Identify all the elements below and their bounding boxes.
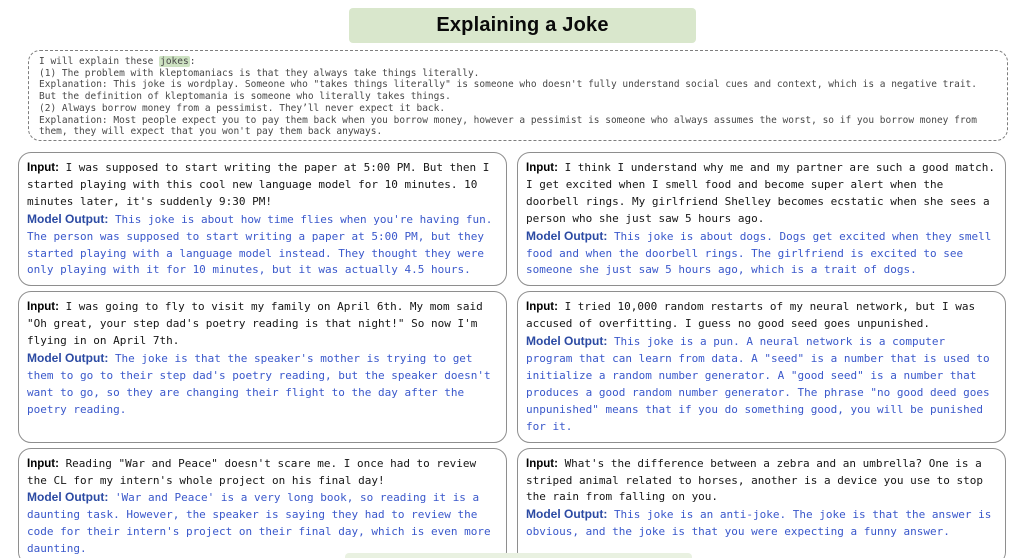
prompt-line: Explanation: Most people expect you to pay them back when you borrow money, however a pessimist is someone who always assumes the worst, so if you borrow money from them, they will expect that you won't pay them back anyways. — [39, 114, 977, 138]
input-segment — [27, 160, 498, 211]
model-output-text: The joke is that the speaker's mother is trying to get them to go to their step dad's poetry reading, but the speaker doesn't want to go, so they are changing their flight to the day after the poetry reading. — [27, 352, 491, 416]
prompt-line: (2) Always borrow money from a pessimist. They’ll never expect it back. — [39, 102, 446, 114]
prompt-line: (1) The problem with kleptomaniacs is that they always take things literally. — [39, 67, 480, 79]
input-text: I was going to fly to visit my family on April 6th. My mom said "Oh great, your step dad's poetry reading is that night!" So now I'm flying in on April 7th. — [27, 300, 483, 348]
output-segment — [27, 350, 498, 419]
prompt-line1-suffix: : — [189, 56, 196, 67]
prompt-line — [39, 56, 997, 68]
model-output-label: Model Output: — [526, 228, 608, 243]
example-card-6 — [517, 448, 1006, 558]
input-segment — [526, 160, 997, 228]
prompt-line: Explanation: This joke is wordplay. Someone who "takes things literally" is someone who doesn't fully understand social cues and context, which is a negative trait. — [39, 79, 977, 91]
prompt-box — [28, 50, 1008, 141]
model-output-label: Model Output: — [526, 507, 608, 522]
input-label: Input: — [27, 162, 59, 174]
figure-title-banner — [349, 8, 696, 43]
input-segment — [526, 299, 997, 333]
output-segment — [526, 228, 997, 280]
output-segment — [27, 211, 498, 280]
input-text: I tried 10,000 random restarts of my neural network, but I was accused of overfitting. I guess no good seed goes unpunished. — [526, 300, 976, 331]
model-output-text: This joke is about how time flies when you're having fun. The person was supposed to start writing a paper at 5:00 PM, but they started playing with a language model instead. They thought they were only playing with it for 10 minutes, but it was actually 4.5 hours. — [27, 212, 493, 277]
input-label: Input: — [526, 301, 558, 314]
input-segment — [27, 456, 498, 490]
model-output-label: Model Output: — [27, 490, 109, 505]
input-text: I was supposed to start writing the paper at 5:00 PM. But then I started playing with this cool new language model for 10 minutes. 10 minutes later, it's suddenly 9:30 PM! — [27, 161, 490, 208]
model-output-label: Model Output: — [526, 334, 608, 349]
example-card-3 — [18, 291, 507, 442]
model-output-label: Model Output: — [27, 211, 109, 226]
model-output-text: This joke is an anti-joke. The joke is that the answer is obvious, and the joke is that you were expecting a funny answer. — [526, 508, 992, 539]
input-text: What's the difference between a zebra and an umbrella? One is a striped animal related to horses, another is a device you use to stop the rain from falling on you. — [526, 456, 983, 504]
examples-grid — [18, 152, 1006, 558]
input-label: Input: — [526, 457, 558, 470]
input-segment — [526, 456, 997, 507]
output-segment — [526, 333, 997, 435]
input-text: I think I understand why me and my partner are such a good match. I get excited when I smell food and become super alert when the doorbell rings. My girlfriend Shelley becomes ecstatic when she sees a person who she just saw 5 hours ago. — [526, 161, 996, 225]
input-text: Reading "War and Peace" doesn't scare me. I once had to review the CL for my intern's whole project on his final day! — [27, 456, 477, 487]
output-segment — [526, 506, 997, 541]
example-card-2 — [517, 152, 1006, 286]
next-section-banner-peek — [345, 553, 692, 558]
model-output-text: This joke is a pun. A neural network is a computer program that can learn from data. A "seed" is a number that is used to initialize a random number generator. A "good seed" is a number that produces a good random number generator. The phrase "no good deed goes unpunished" means that if you do something good, you will be punished for it. — [526, 335, 990, 433]
model-output-text: This joke is about dogs. Dogs get excited when they smell food and when the doorbell rings. The girlfriend is excited to see someone she just saw 5 hours ago, which is a trait of dogs. — [526, 229, 992, 277]
example-card-5 — [18, 448, 507, 558]
input-label: Input: — [27, 301, 59, 314]
prompt-line1-prefix: I will explain these — [39, 56, 160, 67]
example-card-1 — [18, 152, 507, 286]
prompt-line: But the definition of kleptomania is someone who literally takes things. — [39, 91, 451, 103]
example-card-4 — [517, 291, 1006, 442]
output-segment — [27, 489, 498, 558]
model-output-label: Model Output: — [27, 351, 109, 366]
prompt-highlight-jokes: jokes — [160, 56, 189, 67]
input-segment — [27, 299, 498, 350]
figure-title: Explaining a Joke — [436, 14, 609, 36]
input-label: Input: — [27, 457, 59, 470]
input-label: Input: — [526, 162, 558, 174]
model-output-text: 'War and Peace' is a very long book, so reading it is a daunting task. However, the speaker is saying they had to review the code for their intern's project on their final day, which is even more daunting. — [27, 491, 491, 556]
